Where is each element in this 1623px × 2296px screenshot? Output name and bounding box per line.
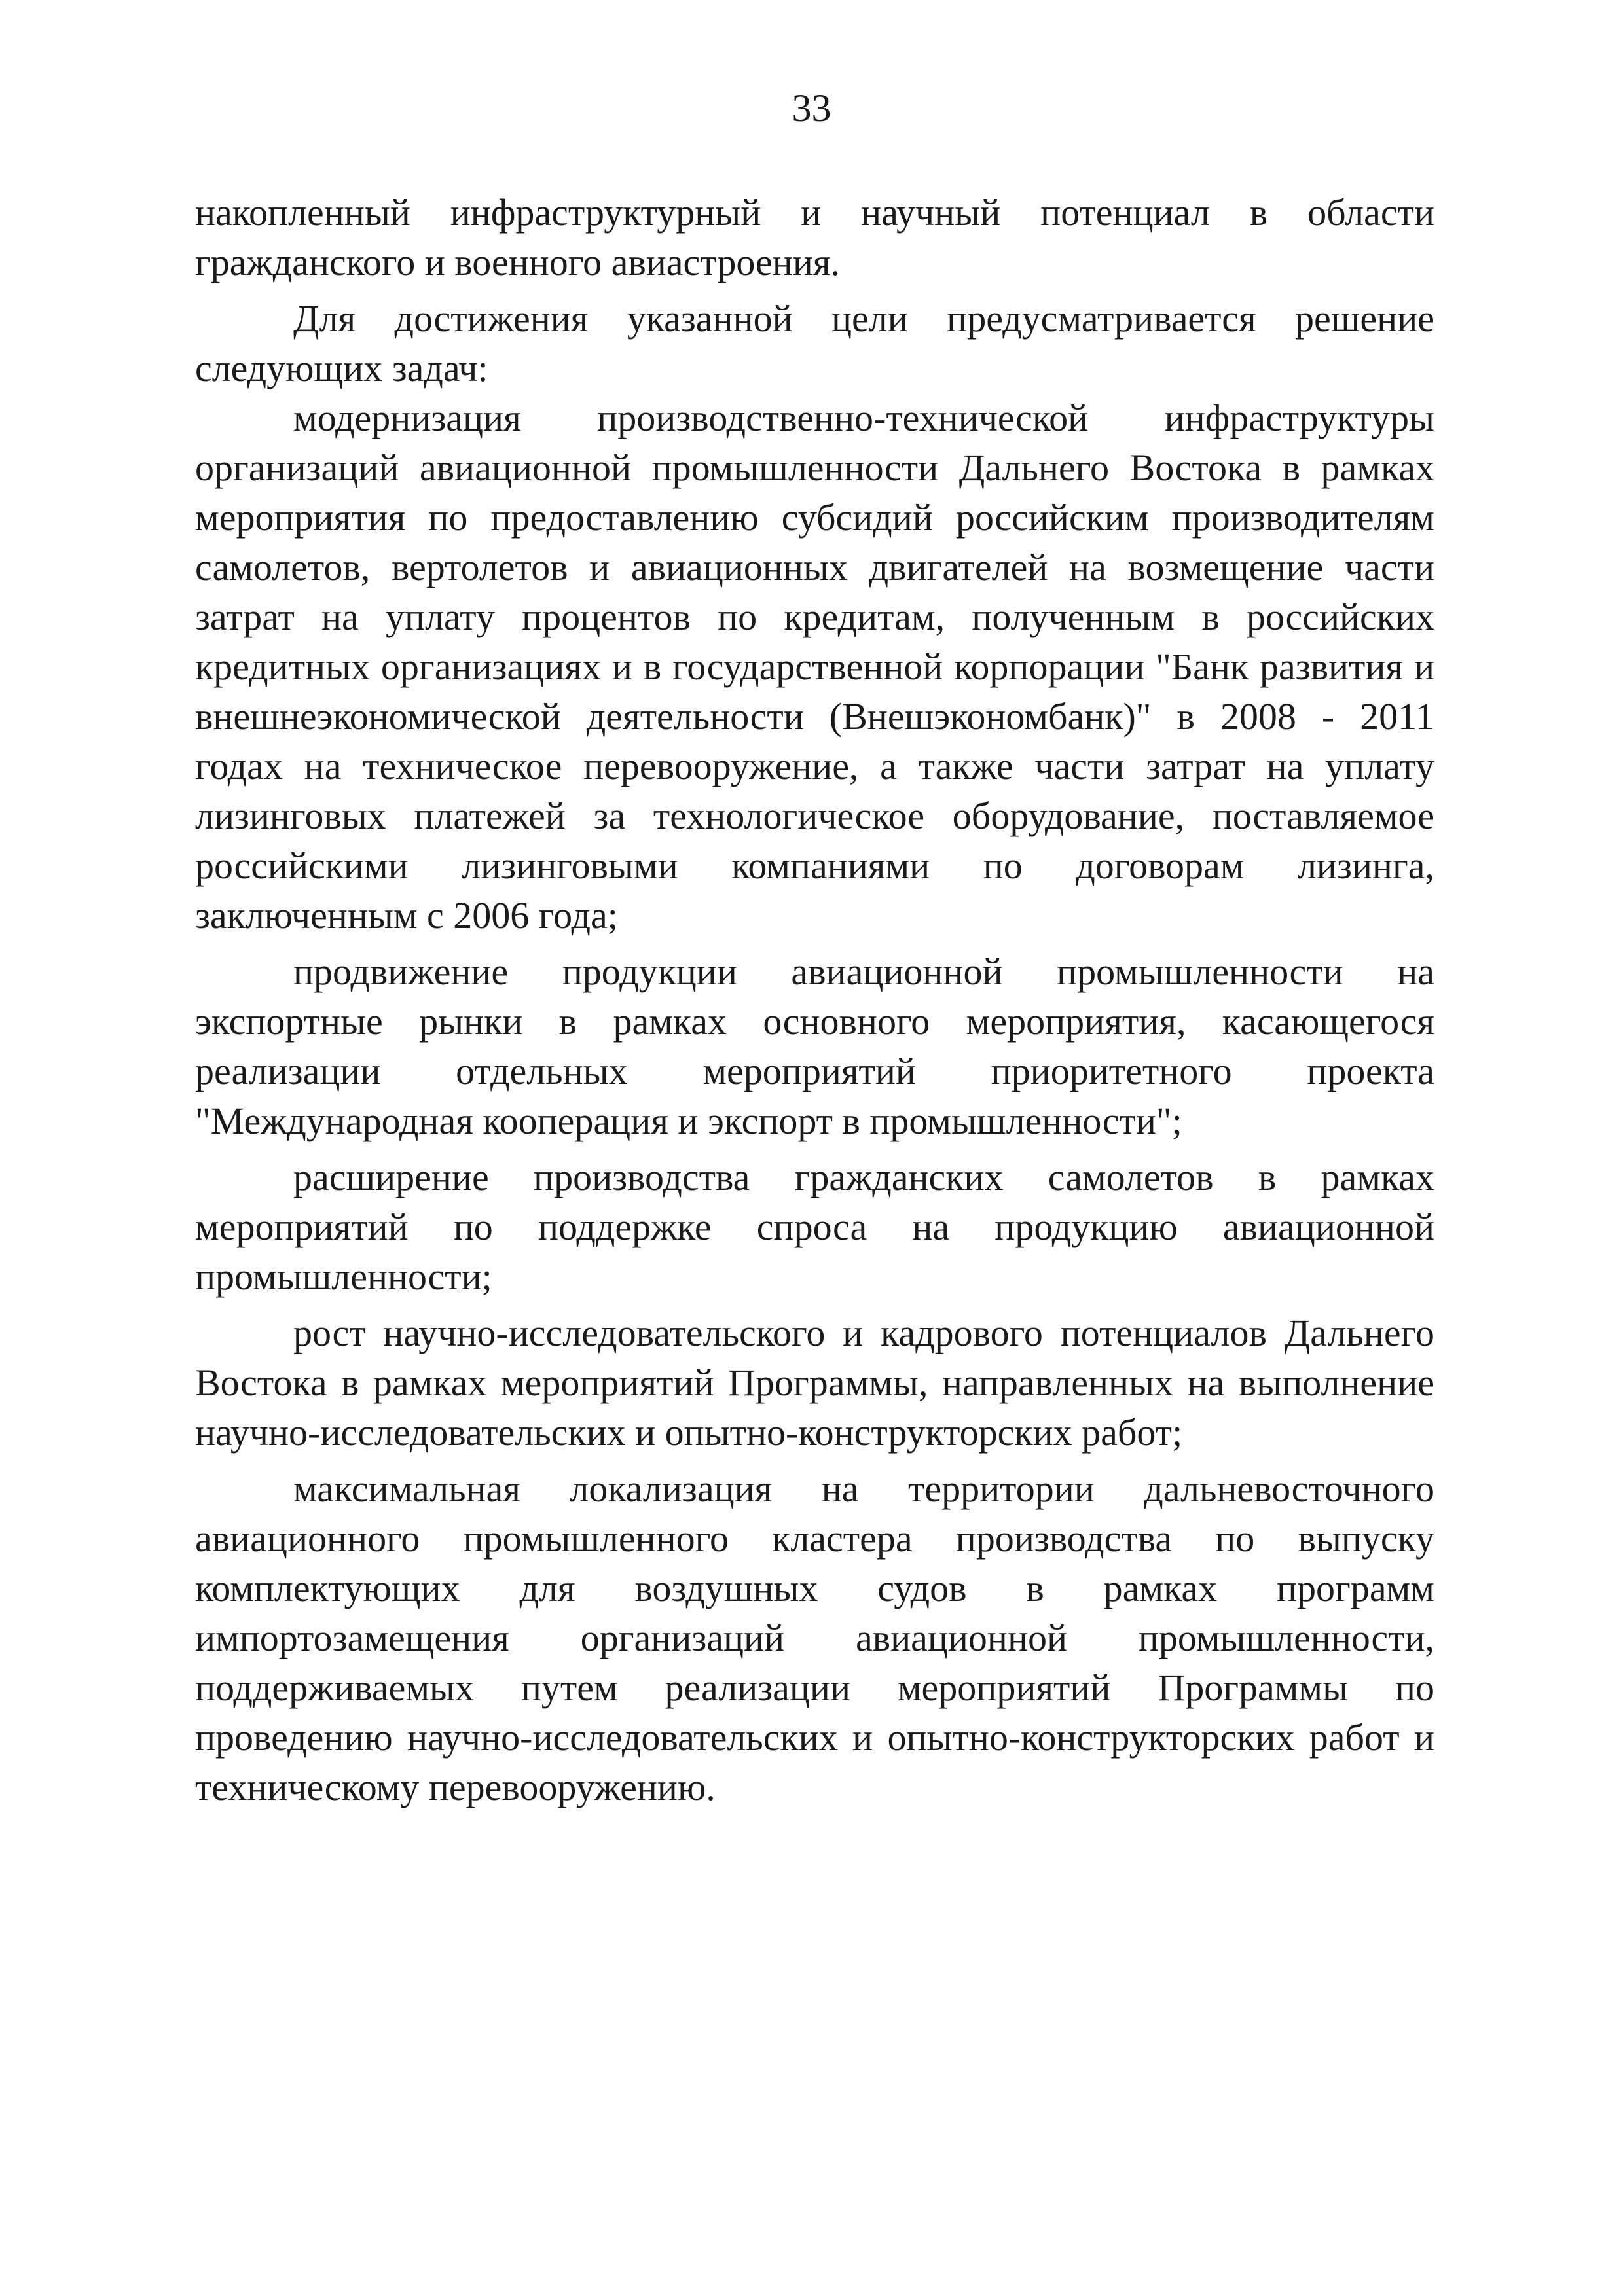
- document-body: [195, 188, 1434, 1812]
- paragraph-task-research: рост научно-исследовательского и кадрового потенциалов Дальнего Востока в рамках мероприятий Программы, направленных на выполнение научно-исследовательских и опытно-конструкторских работ;: [195, 1312, 1434, 1454]
- paragraph-continuation: накопленный инфраструктурный и научный потенциал в области гражданского и военного авиастроения.: [195, 191, 1434, 283]
- paragraph-task-export: продвижение продукции авиационной промышленности на экспортные рынки в рамках основного мероприятия, касающегося реализации отдельных мероприятий приоритетного проекта "Международная кооперация и экспорт в промышленности";: [195, 950, 1434, 1142]
- paragraph-task-modernization: модернизация производственно-технической инфраструктуры организаций авиационной промышленности Дальнего Востока в рамках мероприятия по предоставлению субсидий российским производителям самолетов, вертолетов и авиационных двигателей на возмещение части затрат на уплату процентов по кредитам, полученным в российских кредитных организациях и в государственной корпорации "Банк развития и внешнеэкономической деятельности (Внешэкономбанк)" в 2008 - 2011 годах на техническое перевооружение, а также части затрат на уплату лизинговых платежей за технологическое оборудование, поставляемое российскими лизинговыми компаниями по договорам лизинга, заключенным с 2006 года;: [195, 397, 1434, 937]
- paragraph-tasks-intro: Для достижения указанной цели предусматривается решение следующих задач:: [195, 297, 1434, 389]
- paragraph-task-production: расширение производства гражданских самолетов в рамках мероприятий по поддержке спроса на продукцию авиационной промышленности;: [195, 1156, 1434, 1298]
- page-number: 33: [792, 86, 831, 130]
- paragraph-task-localization: максимальная локализация на территории дальневосточного авиационного промышленного кластера производства по выпуску комплектующих для воздушных судов в рамках программ импортозамещения организаций авиационной промышленности, поддерживаемых путем реализации мероприятий Программы по проведению научно-исследовательских и опытно-конструкторских работ и техническому перевооружению.: [195, 1467, 1434, 1808]
